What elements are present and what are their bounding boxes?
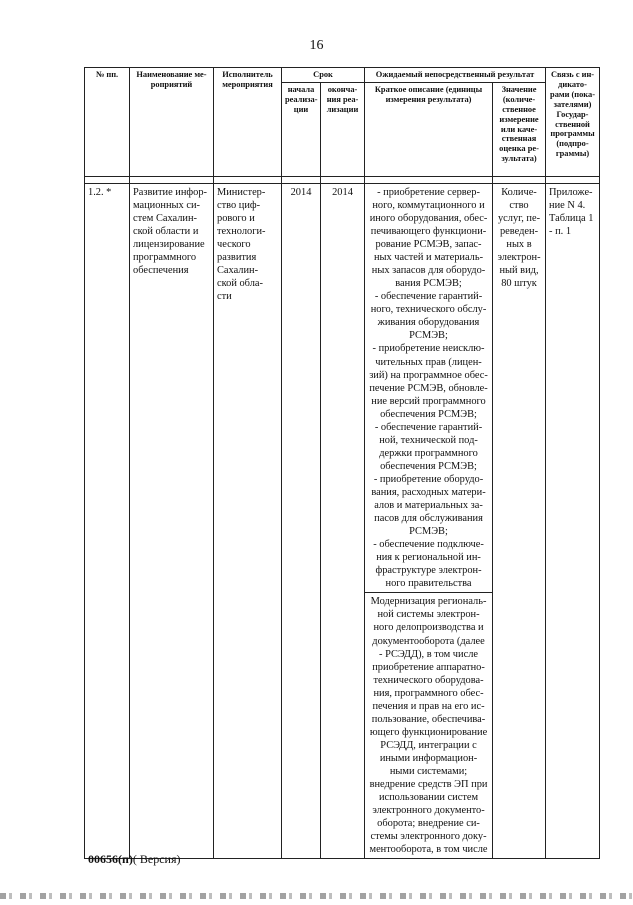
spacer-row bbox=[85, 176, 600, 183]
measures-table bbox=[84, 67, 600, 859]
header-term-end: оконча- ния реа- лизации bbox=[321, 82, 365, 176]
header-term-start: начала реализа- ции bbox=[282, 82, 321, 176]
scan-artifact bbox=[0, 893, 633, 899]
document-code bbox=[88, 852, 181, 867]
row2-description: Модернизация региональ- ной системы электрон- ного делопроизводства и документооборота (далее - РСЭДД), в том числе приобретение аппаратно- технического оборудова- ния, программного обес- печения и прав на его ис- пользование, обеспечива- ющего функционирование РСЭДД, интеграции с иными информацион- ными системами; внедрение средств ЭП при использовании систем электронного документо- оборота; внедрение си- стемы электронного доку- ментооборота, в том числе bbox=[365, 593, 493, 859]
row-description: - приобретение сервер- ного, коммутационного и иного оборудования, обес- печивающего функциони- рование РСМЭВ, запас- ных частей и материаль- ных запасов для оборудо- вания РСМЭВ; - обеспечение гарантий- ного, технического обслу- живания оборудования РСМЭВ; - приобретение неисклю- чительных прав (лицен- зий) на программное обес- печение РСМЭВ, обновле- ние версий программного обеспечения РСМЭВ; - обеспечение гарантий- ной, технической под- держки программного обеспечения РСМЭВ; - приобретение оборудо- вания, расходных матери- алов и материальных за- пасов для обслуживания РСМЭВ; - обеспечение подключе- ния к региональной ин- фраструктуре электрон- ного правительства bbox=[365, 183, 493, 592]
header-short-desc: Краткое описание (единицы измерения результата) bbox=[365, 82, 493, 176]
header-link: Связь с ин- дикато- рами (пока- зателями) Государ- ственной программы (подпро- граммы) bbox=[546, 68, 600, 177]
page-number: 16 bbox=[309, 38, 324, 53]
header-row-1 bbox=[85, 68, 600, 83]
document-version: ( Версия) bbox=[132, 852, 181, 866]
header-name: Наименование ме- роприятий bbox=[130, 68, 214, 177]
row-num: 1.2. * bbox=[85, 183, 130, 858]
row-name: Развитие инфор- мационных си- стем Сахалин- ской области и лицензирование программного обеспечения bbox=[130, 183, 214, 858]
header-num: № пп. bbox=[85, 68, 130, 177]
header-expected-result: Ожидаемый непосредственный результат bbox=[365, 68, 546, 83]
header-term: Срок bbox=[282, 68, 365, 83]
row-value: Количе- ство услуг, пе- реведен- ных в электрон- ный вид, 80 штук bbox=[493, 183, 546, 858]
header-value: Значение (количе- ственное измерение или каче- ственная оценка ре- зультата) bbox=[493, 82, 546, 176]
document-code-number: 00656(п) bbox=[88, 852, 133, 866]
row-executor: Министер- ство циф- рового и технологи- ческого развития Сахалин- ской обла- сти bbox=[214, 183, 282, 858]
row-end: 2014 bbox=[321, 183, 365, 858]
row-start: 2014 bbox=[282, 183, 321, 858]
table-row bbox=[85, 183, 600, 592]
header-executor: Исполнитель мероприятия bbox=[214, 68, 282, 177]
row-link: Приложе- ние N 4. Таблица 1 - п. 1 bbox=[546, 183, 600, 858]
